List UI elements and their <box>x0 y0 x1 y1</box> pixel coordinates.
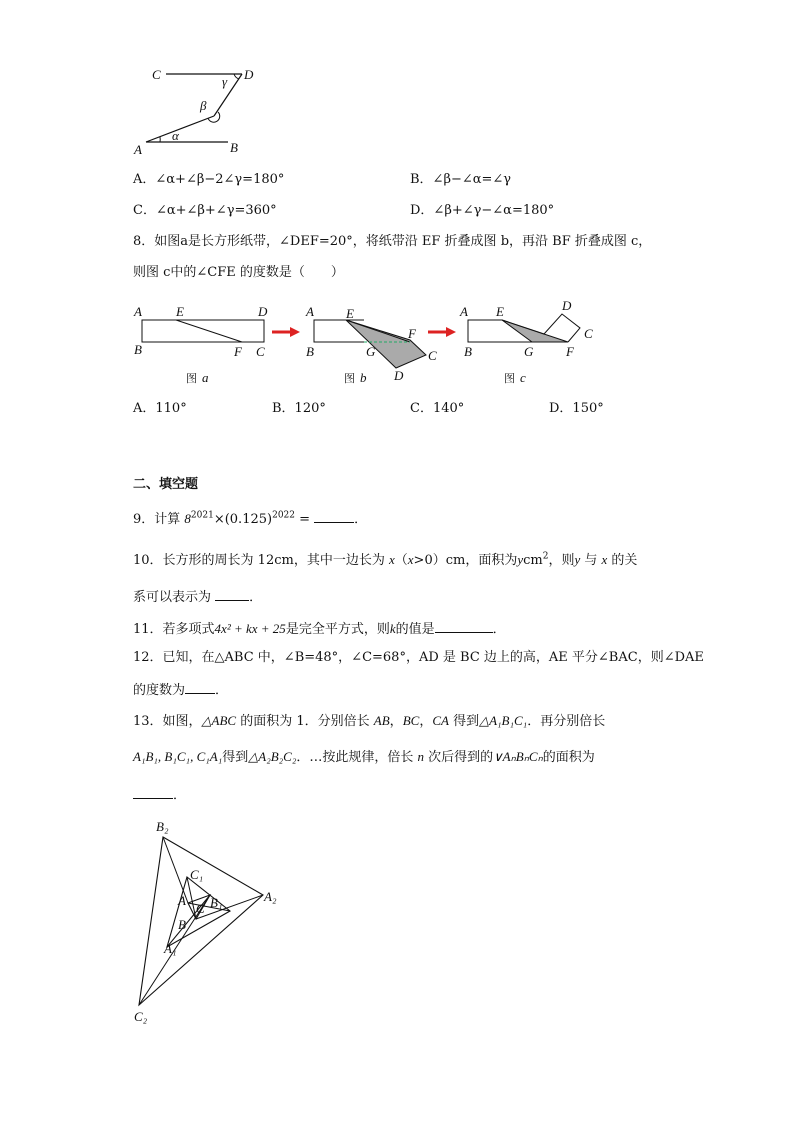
q10-unit-exp: 2 <box>542 551 549 562</box>
q8c-label-E: E <box>496 304 504 319</box>
q8-figure-a <box>130 300 270 390</box>
q13-comma: ， <box>419 714 433 729</box>
q13-text-g: 次后得到的 <box>424 750 494 765</box>
q8b-label-A: A <box>306 304 314 319</box>
q13-line-3 <box>133 786 186 804</box>
q10-unit: cm <box>523 553 543 568</box>
q13-text-d: ．再分别倍长 <box>527 714 606 729</box>
q8c-label-C: C <box>584 326 593 341</box>
q11-suffix: 的值是 <box>395 622 435 637</box>
q10-var-y: y <box>574 552 581 567</box>
q11-prefix: 11．若多项式 <box>133 622 215 637</box>
q7-label-gamma: γ <box>222 74 228 89</box>
q8c-label-F: F <box>566 344 574 359</box>
q10-line-1 <box>133 552 637 569</box>
q10-line-2 <box>133 588 262 606</box>
q8a-caption-letter: a <box>202 370 209 385</box>
q8-option-a: A．110° <box>133 401 187 416</box>
q8b-label-C: C <box>428 348 437 363</box>
q8b-label-F: F <box>408 326 416 341</box>
q8c-label-G: G <box>524 344 534 359</box>
q13-n: n <box>417 749 424 764</box>
q8-option-b: B．120° <box>272 401 326 416</box>
q9-base1: 8 <box>184 511 191 526</box>
q12-line-1: 12．已知，在△ABC 中，∠B=48°，∠C=68°，AD 是 BC 边上的高，AE 平分∠BAC，则∠DAE <box>133 650 704 665</box>
q9-answer-blank[interactable] <box>314 510 354 523</box>
q8b-caption-prefix: 图 <box>344 372 355 385</box>
q11-end: ． <box>492 622 506 637</box>
q13-tri1: △A₁B₁C₁ <box>479 713 528 728</box>
q7-label-B: B <box>230 140 238 155</box>
q8c-label-A: A <box>460 304 468 319</box>
q7-option-a: A．∠α+∠β−2∠γ=180° <box>133 172 285 187</box>
q13-bc: BC <box>402 713 420 728</box>
q11-expr: 4x² + kx + 25 <box>214 621 286 636</box>
q12-end: ． <box>215 683 229 698</box>
q9 <box>133 510 367 528</box>
q10-text-b: （ <box>394 553 408 568</box>
q7-label-C: C <box>152 67 161 82</box>
q7-figure <box>130 62 270 158</box>
q10-text-f: 的关 <box>607 553 638 568</box>
q8-option-c: C．140° <box>410 401 465 416</box>
q13-end: ． <box>173 788 187 803</box>
q13-label-C1: C₁ <box>190 867 204 882</box>
q10-text-a: 10．长方形的周长为 12cm，其中一边长为 <box>133 553 389 568</box>
q8a-label-E: E <box>176 304 184 319</box>
q8-figure-b <box>302 300 450 390</box>
q8b-label-D: D <box>394 368 404 383</box>
q8a-label-B: B <box>134 342 142 357</box>
q9-eq: = <box>295 512 311 527</box>
q13-label-B2: B₂ <box>156 819 169 834</box>
q13-tri2: △A₂B₂C₂ <box>248 749 297 764</box>
q9-prefix: 9．计算 <box>133 512 185 527</box>
q13-comma: ， <box>389 714 403 729</box>
q12-line-2 <box>133 681 228 699</box>
q8-line-1: 8．如图a是长方形纸带，∠DEF=20°，将纸带沿 EF 折叠成图 b，再沿 BF 折叠成图 c， <box>133 234 652 249</box>
q9-exp1: 2021 <box>190 510 214 521</box>
q9-base2: (0.125) <box>224 512 273 527</box>
q10-var-x: x <box>407 552 414 567</box>
q13-tri: △ABC <box>201 713 237 728</box>
q8c-caption-letter: c <box>520 370 526 385</box>
q10-text-d: ，则 <box>548 553 575 568</box>
q13-label-C2: C₂ <box>134 1009 148 1024</box>
q13-trin: ∨AₙBₙCₙ <box>493 749 543 764</box>
q13-label-C: C <box>196 901 205 916</box>
q11 <box>133 620 506 638</box>
q11-k: k <box>389 621 396 636</box>
q7-label-alpha: α <box>172 128 179 143</box>
q13-text-a: 13．如图， <box>133 714 202 729</box>
q9-times: × <box>213 512 225 527</box>
q8b-caption-letter: b <box>360 370 367 385</box>
q7-label-beta: β <box>200 98 207 113</box>
q8-line-2: 则图 c中的∠CFE 的度数是（ ） <box>133 265 344 280</box>
q8c-caption-prefix: 图 <box>504 372 515 385</box>
q10-answer-blank[interactable] <box>215 588 249 601</box>
arrow-right-icon <box>272 326 302 338</box>
q10-text-c: >0）cm，面积为 <box>413 553 518 568</box>
q8a-label-C: C <box>256 344 265 359</box>
q8a-label-A: A <box>134 304 142 319</box>
section-title: 二、填空题 <box>133 477 199 492</box>
q13-text-h: 的面积为 <box>542 750 595 765</box>
q13-label-B: B <box>178 917 186 932</box>
q11-answer-blank[interactable] <box>435 620 493 633</box>
q13-ca: CA <box>432 713 449 728</box>
q9-end: ． <box>354 512 368 527</box>
q8-figure-c <box>458 296 608 390</box>
q13-text-c: 得到 <box>448 714 480 729</box>
arrow-right-icon <box>428 326 458 338</box>
q8-option-d: D．150° <box>549 401 604 416</box>
q13-ab: AB <box>373 713 390 728</box>
q13-answer-blank[interactable] <box>133 786 173 799</box>
q8b-label-G: G <box>366 344 376 359</box>
q8b-label-E: E <box>346 306 354 321</box>
q10-var-y: y <box>517 552 524 567</box>
q7-option-d: D．∠β+∠γ−∠α=180° <box>410 203 555 218</box>
q8a-label-F: F <box>234 344 242 359</box>
q13-text-f: ．…按此规律，倍长 <box>296 750 418 765</box>
q13-label-A1: A₁ <box>164 941 177 956</box>
q13-line-2 <box>133 749 595 766</box>
q13-sides: A₁B₁, B₁C₁, C₁A₁ <box>133 749 223 764</box>
q10-text-e: 与 <box>580 553 602 568</box>
q8c-label-B: B <box>464 344 472 359</box>
q7-option-c: C．∠α+∠β+∠γ=360° <box>133 203 277 218</box>
q13-label-A: A <box>178 893 186 908</box>
q10-var-x: x <box>388 552 395 567</box>
q13-figure <box>130 815 290 1030</box>
q10-end: ． <box>249 590 263 605</box>
q8c-label-D: D <box>562 298 572 313</box>
q12-answer-blank[interactable] <box>185 681 215 694</box>
q7-option-b: B．∠β−∠α=∠γ <box>410 172 512 187</box>
q8a-caption-prefix: 图 <box>186 372 197 385</box>
q13-line-1 <box>133 713 605 730</box>
q13-label-A2: A₂ <box>264 889 277 904</box>
q13-label-B1: B₁ <box>210 895 223 910</box>
q9-exp2: 2022 <box>272 510 295 521</box>
q7-label-A: A <box>134 142 142 157</box>
q8b-label-B: B <box>306 344 314 359</box>
q11-mid: 是完全平方式，则 <box>285 622 390 637</box>
q13-text-b: 的面积为 1．分别倍长 <box>236 714 374 729</box>
q10-var-x: x <box>601 552 608 567</box>
q13-text-e: 得到 <box>222 750 249 765</box>
q7-label-D: D <box>244 67 254 82</box>
q10-line2-text: 系可以表示为 <box>133 590 216 605</box>
q8a-label-D: D <box>258 304 268 319</box>
q12-line2-text: 的度数为 <box>133 683 186 698</box>
